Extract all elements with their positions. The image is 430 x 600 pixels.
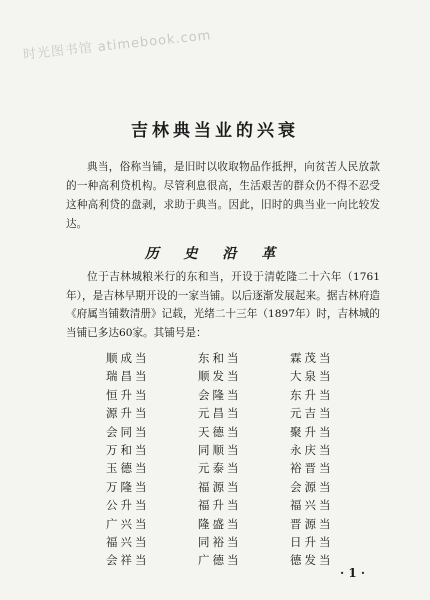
shop-name: 福兴当 — [290, 498, 334, 513]
shop-name: 聚升当 — [290, 424, 334, 439]
shop-name: 公升当 — [106, 498, 150, 513]
shop-name: 德发当 — [290, 553, 334, 568]
shop-name: 万隆当 — [106, 479, 150, 494]
shop-name: 元昌当 — [198, 406, 242, 421]
article-title: 吉林典当业的兴衰 — [131, 121, 299, 141]
shop-name: 万和当 — [106, 442, 150, 457]
shop-name: 顺成当 — [106, 351, 150, 365]
shop-name: 永庆当 — [290, 442, 334, 457]
shop-name: 广德当 — [198, 553, 242, 568]
shop-name: 广兴当 — [106, 516, 150, 531]
shop-name: 会隆当 — [198, 387, 242, 402]
shop-name: 同顺当 — [198, 442, 242, 457]
shop-name: 会同当 — [106, 424, 150, 439]
shop-name: 元吉当 — [290, 406, 334, 421]
shop-name: 源升当 — [106, 406, 150, 421]
shop-name: 顺发当 — [198, 369, 242, 384]
shop-name: 恒升当 — [106, 387, 150, 402]
shop-name-list — [106, 350, 382, 571]
shop-name: 大泉当 — [290, 369, 334, 384]
section-heading: 历 史 沿 革 — [144, 246, 286, 262]
shop-name: 玉德当 — [106, 461, 150, 476]
intro-paragraph: 典当，俗称当铺，是旧时以收取物品作抵押，向贫苦人民放款的一种高利贷机构。尽管利息很高，生活艰苦的群众仍不得不忍受这种高利贷的盘剥，求助于典当。因此，旧时的典当业一向比较发达。 — [66, 161, 380, 230]
shop-name: 东升当 — [290, 387, 334, 402]
shop-name: 天德当 — [198, 424, 242, 439]
shop-name: 日升当 — [290, 534, 334, 549]
shop-name: 会源当 — [290, 479, 334, 494]
shop-name: 裕晋当 — [290, 461, 334, 476]
shop-name: 福源当 — [198, 479, 242, 494]
shop-name: 东和当 — [198, 351, 242, 365]
shop-name: 同裕当 — [198, 534, 242, 549]
shop-name: 隆盛当 — [198, 516, 242, 531]
shop-name: 福升当 — [198, 498, 242, 513]
body-paragraph: 位于吉林城粮米行的东和当，开设于清乾隆二十六年（1761年），是吉林早期开设的一家当铺。以后逐渐发展起来。据吉林府造《府属当铺数清册》记载，光绪二十三年（1897年）时，吉林城的当铺已多达60家。其铺号是： — [66, 271, 380, 339]
shop-name: 霖茂当 — [290, 351, 334, 365]
shop-name: 瑞昌当 — [106, 369, 150, 384]
shop-name: 会祥当 — [106, 553, 150, 568]
shop-name: 福兴当 — [106, 534, 150, 549]
page-number: · 1 · — [340, 566, 366, 580]
shop-name: 元泰当 — [198, 461, 242, 476]
shop-name: 晋源当 — [290, 516, 334, 531]
watermark-text: 时光图书馆 atimebook.com — [22, 28, 213, 63]
